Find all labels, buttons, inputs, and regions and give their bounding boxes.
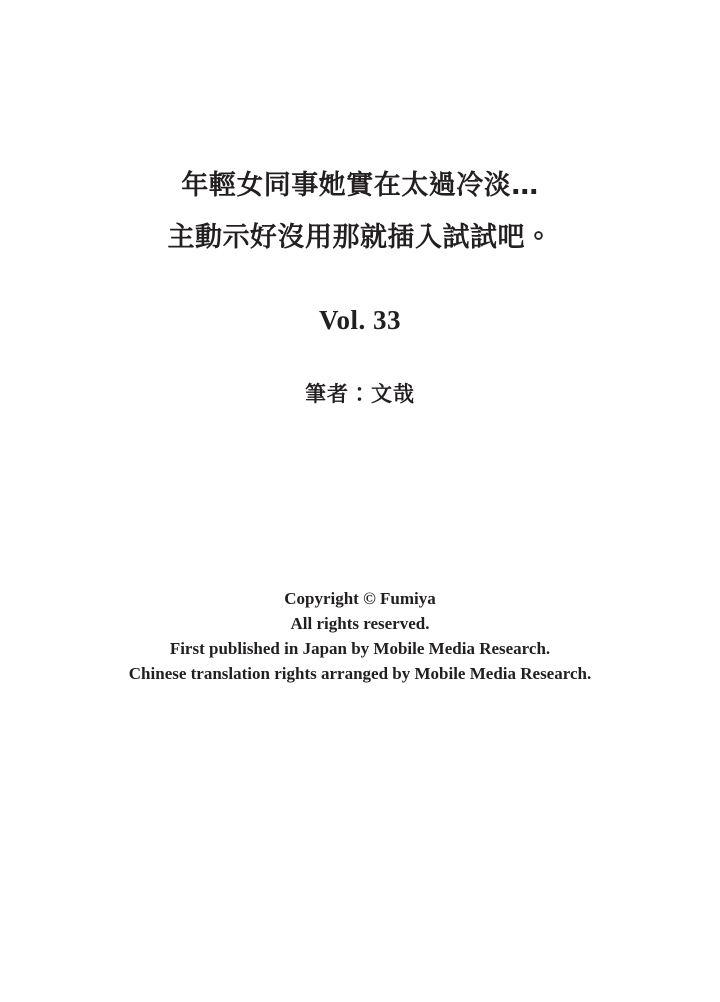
volume-label: Vol. 33 — [318, 305, 402, 335]
copyright-line-4: Chinese translation rights arranged by Mobile Media Research. — [128, 664, 592, 683]
copyright-line-3: First published in Japan by Mobile Media Research. — [169, 639, 551, 658]
copyright-block — [0, 586, 720, 686]
copyright-line-2: All rights reserved. — [290, 614, 430, 633]
author-label: 筆者：文哉 — [305, 382, 415, 406]
series-title — [0, 160, 720, 264]
copyright-line-1: Copyright © Fumiya — [284, 589, 436, 608]
series-title-line-2: 主動示好沒用那就插入試試吧。 — [167, 222, 553, 253]
series-title-line-1: 年輕女同事她實在太過冷淡… — [181, 170, 539, 201]
